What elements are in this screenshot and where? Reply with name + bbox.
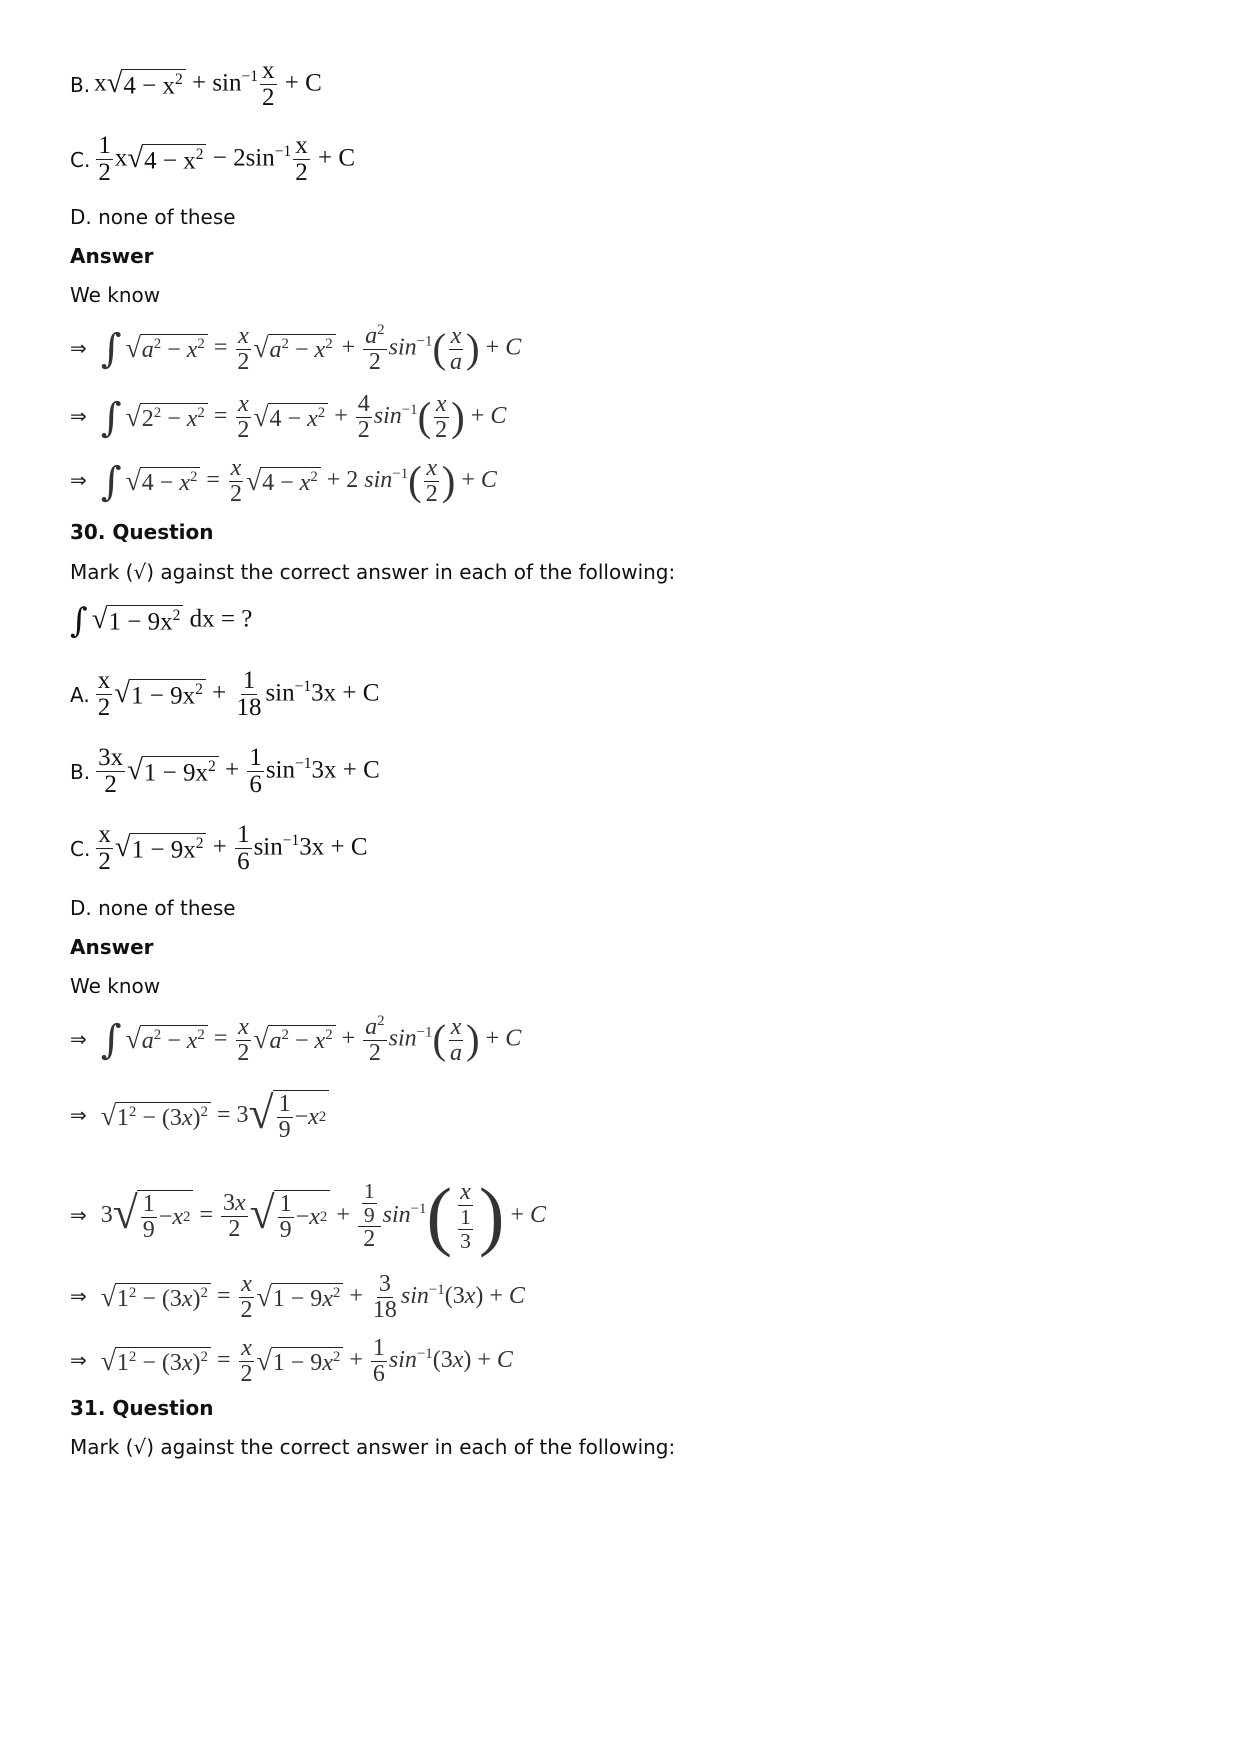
q30-answer-intro: We know: [70, 974, 161, 998]
q30-step-1: ⇒ ∫ √ $a^2 - x^2$ = $\frac{x}{2}$ √ $a^2 - x^2$ + $\frac{a^2}{2}$ $\sin^{-1}$( $\frac{x}{a}$ ) + C: [70, 1013, 522, 1067]
option-label: C.: [70, 147, 91, 172]
q30-step-5: ⇒ √ $1^2 - (3x)^2$ = $\frac{x}{2}$ √ $1 - 9x^2$ + $\frac{1}{6}$ $\sin^{-1}(3x) + C$: [70, 1335, 513, 1388]
q30-option-a: [70, 668, 379, 722]
q29-option-d: D. none of these: [70, 205, 236, 229]
q30-option-a-expr: $\frac{x}{2}$ √ $1 - 9x^2$ + $\frac{1}{18}$ $\sin^{-1}3x + C$: [97, 667, 380, 722]
q30-step-3: ⇒ 3 √ $\frac{1}{9}$ − x 2 = $\frac{3x}{2}$ √ $\frac{1}{9}$ − x 2 + $\frac{\frac{1}{9}}{2}$ $\sin^{-1}$( $\frac{x}{\frac{1}{3}}$ ) + C: [70, 1173, 547, 1258]
q30-option-b-expr: $\frac{3x}{2}$ √ $1 - 9x^2$ + $\frac{1}{6}$ $\sin^{-1}3x + C$: [98, 744, 380, 799]
q29-option-b: [70, 58, 322, 112]
q30-question-expr: ∫ √ $1 - 9x^2$ dx = ?: [70, 601, 253, 641]
q29-step-1: ⇒ ∫ √ $a^2 - x^2$ = $\frac{x}{2}$ √ $a^2 - x^2$ + $\frac{a^2}{2}$ $\sin^{-1}$( $\frac{x}{a}$ ) + C: [70, 322, 522, 376]
q31-instruction: Mark (√) against the correct answer in each of the following:: [70, 1435, 676, 1459]
q29-option-c: [70, 133, 355, 187]
q29-step-2: ⇒ ∫ √ $2^2 - x^2$ = $\frac{x}{2}$ √ $4 - x^2$ + $\frac{4}{2}$ $\sin^{-1}$( $\frac{x}{2}$ ) + C: [70, 391, 507, 444]
q30-step-2: ⇒ √ $1^2 - (3x)^2$ = 3 √ $\frac{1}{9}$ − x 2: [70, 1090, 329, 1143]
q31-heading: 31. Question: [70, 1396, 214, 1420]
q30-heading: 30. Question: [70, 520, 214, 544]
q30-option-b: [70, 745, 380, 799]
q29-option-b-expr: x √ $4 - x^2$ + $\sin^{-1}$ $\frac{x}{2}$ + C: [94, 57, 322, 112]
q29-answer-intro: We know: [70, 283, 161, 307]
q30-instruction: Mark (√) against the correct answer in each of the following:: [70, 560, 676, 584]
q30-option-c-expr: $\frac{x}{2}$ √ $1 - 9x^2$ + $\frac{1}{6}$ $\sin^{-1}3x + C$: [98, 821, 368, 876]
q29-answer-heading: Answer: [70, 244, 154, 268]
option-label: A.: [70, 682, 90, 707]
q29-option-c-expr: $\frac{1}{2}$ x √ $4 - x^2$ − $2\sin^{-1}$ $\frac{x}{2}$ + C: [98, 132, 356, 187]
q30-step-4: ⇒ √ $1^2 - (3x)^2$ = $\frac{x}{2}$ √ $1 - 9x^2$ + $\frac{3}{18}$ $\sin^{-1}(3x) + C$: [70, 1271, 525, 1324]
q30-answer-heading: Answer: [70, 935, 154, 959]
option-label: C.: [70, 836, 91, 861]
q29-step-3: ⇒ ∫ √ $4 - x^2$ = $\frac{x}{2}$ √ $4 - x^2$ + 2 $\sin^{-1}$( $\frac{x}{2}$ ) + C: [70, 455, 497, 508]
option-label: B.: [70, 72, 91, 97]
q30-option-c: [70, 822, 368, 876]
q30-option-d: D. none of these: [70, 896, 236, 920]
option-label: B.: [70, 759, 91, 784]
